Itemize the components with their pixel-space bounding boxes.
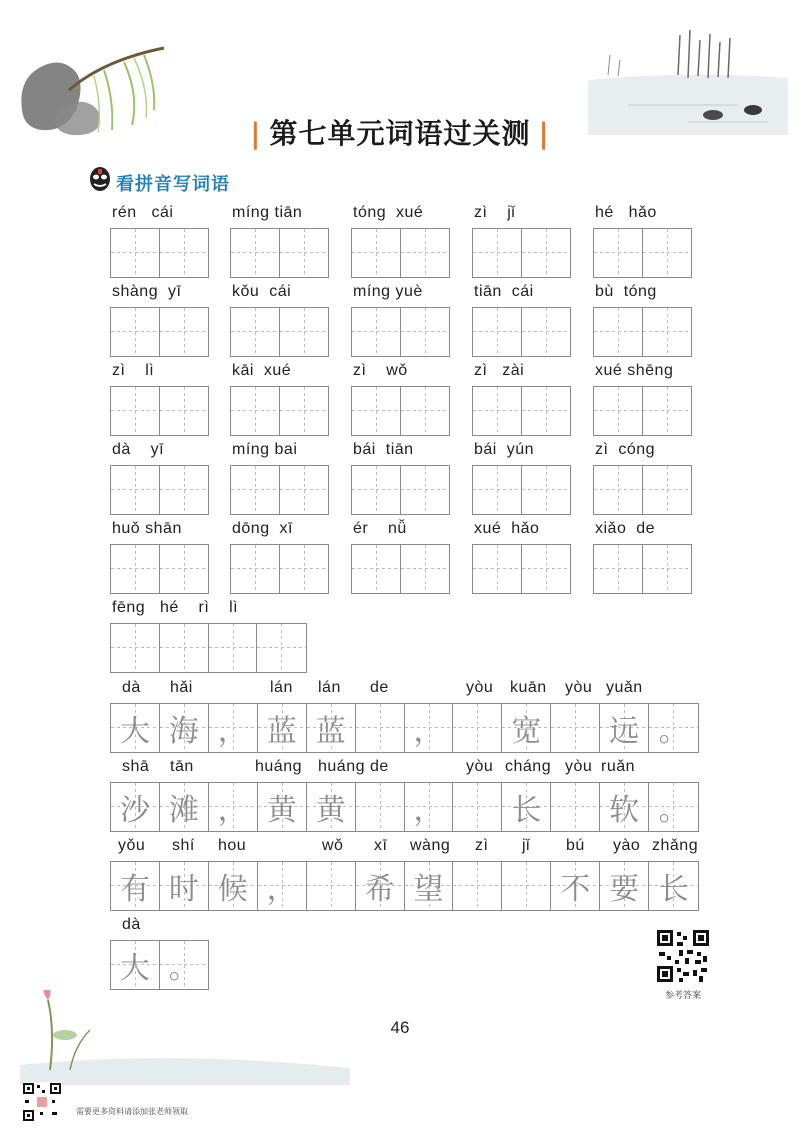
sentence-pinyin: cháng: [505, 758, 552, 775]
word-box[interactable]: [472, 465, 571, 515]
word-box[interactable]: [110, 623, 307, 673]
cell-char: [473, 387, 521, 435]
word-box[interactable]: [472, 544, 571, 594]
cell-char: [551, 704, 599, 752]
writing-cell[interactable]: [649, 862, 698, 910]
writing-cell[interactable]: [258, 783, 307, 831]
cell-char: [280, 466, 329, 514]
cell-char: 望: [413, 872, 444, 907]
sentence-pinyin: de: [370, 679, 389, 696]
writing-cell[interactable]: [352, 466, 401, 514]
pinyin-label: hé hǎo: [595, 204, 657, 221]
word-box[interactable]: [351, 544, 450, 594]
cell-char: [502, 862, 550, 910]
pinyin-label: dà yī: [112, 441, 165, 458]
cell-char: [280, 308, 329, 356]
word-box[interactable]: [593, 307, 692, 357]
cell-char: [643, 229, 692, 277]
title-text: 第七单元词语过关测: [269, 117, 531, 150]
cell-char: 软: [609, 793, 640, 828]
writing-cell[interactable]: [643, 229, 692, 277]
writing-cell[interactable]: [111, 941, 160, 989]
writing-cell[interactable]: [453, 783, 502, 831]
cell-char: [231, 229, 279, 277]
cell-char: [643, 545, 692, 593]
cell-char: [453, 862, 501, 910]
word-box[interactable]: [230, 386, 329, 436]
writing-cell[interactable]: [280, 466, 329, 514]
writing-cell[interactable]: [231, 545, 280, 593]
writing-cell[interactable]: [522, 466, 571, 514]
writing-cell[interactable]: [649, 783, 698, 831]
cell-char: [643, 308, 692, 356]
cell-char: ，: [413, 793, 444, 828]
cell-char: 海: [168, 714, 199, 749]
pinyin-label: zì wǒ: [353, 362, 408, 379]
cell-char: [160, 308, 209, 356]
writing-cell[interactable]: [280, 387, 329, 435]
cell-char: [453, 783, 501, 831]
sentence-pinyin: kuān: [510, 679, 547, 696]
cell-char: [111, 624, 159, 672]
writing-cell[interactable]: [594, 229, 643, 277]
cell-char: 黄: [266, 793, 297, 828]
page-title: [0, 112, 800, 152]
writing-cell[interactable]: [160, 624, 209, 672]
writing-cell[interactable]: [160, 862, 209, 910]
cell-char: [352, 545, 400, 593]
writing-cell[interactable]: [231, 229, 280, 277]
cell-char: 要: [609, 872, 640, 907]
pinyin-label: dōng xī: [232, 520, 293, 537]
writing-cell[interactable]: [160, 387, 209, 435]
writing-cell[interactable]: [594, 387, 643, 435]
cell-char: ，: [266, 872, 297, 907]
cell-char: 希: [364, 872, 395, 907]
sentence-pinyin: yòu: [565, 758, 593, 775]
pinyin-label: kǒu cái: [232, 283, 292, 300]
writing-cell[interactable]: [231, 308, 280, 356]
cell-char: 蓝: [315, 714, 346, 749]
word-box[interactable]: [110, 465, 209, 515]
writing-cell[interactable]: [307, 783, 356, 831]
cell-char: [111, 387, 159, 435]
writing-cell[interactable]: [280, 308, 329, 356]
cell-char: [280, 545, 329, 593]
word-box[interactable]: [472, 228, 571, 278]
pinyin-label: bái yún: [474, 441, 535, 458]
word-box[interactable]: [110, 228, 209, 278]
cell-char: 沙: [119, 793, 150, 828]
cell-char: 不: [560, 872, 591, 907]
sentence-pinyin: yào: [613, 837, 641, 854]
sentence-pinyin: hǎi: [170, 679, 193, 696]
cell-char: [453, 704, 501, 752]
cell-char: [352, 229, 400, 277]
sentence-box[interactable]: [110, 782, 699, 832]
sentence-pinyin: jǐ: [522, 837, 531, 854]
cell-char: [352, 466, 400, 514]
pinyin-label: fēng hé rì lì: [112, 599, 239, 616]
cell-char: [280, 229, 329, 277]
sentence-pinyin: huáng: [255, 758, 302, 775]
cell-char: 长: [658, 872, 689, 907]
cell-char: [257, 624, 306, 672]
writing-cell[interactable]: [111, 308, 160, 356]
word-box[interactable]: [110, 386, 209, 436]
writing-cell[interactable]: [160, 941, 209, 989]
sentence-box[interactable]: [110, 861, 699, 911]
writing-cell[interactable]: [401, 466, 450, 514]
cell-char: [473, 466, 521, 514]
writing-cell[interactable]: [453, 704, 502, 752]
writing-cell[interactable]: [111, 783, 160, 831]
word-box[interactable]: [230, 544, 329, 594]
cell-char: [160, 387, 209, 435]
cell-char: [160, 624, 208, 672]
word-box[interactable]: [351, 228, 450, 278]
cell-char: [231, 308, 279, 356]
writing-cell[interactable]: [405, 862, 454, 910]
cell-char: [594, 229, 642, 277]
cell-char: 时: [168, 872, 199, 907]
writing-cell[interactable]: [522, 308, 571, 356]
writing-cell[interactable]: [649, 704, 698, 752]
writing-cell[interactable]: [258, 704, 307, 752]
cell-char: 滩: [168, 793, 199, 828]
cell-char: [160, 545, 209, 593]
writing-cell[interactable]: [209, 862, 258, 910]
writing-cell[interactable]: [502, 783, 551, 831]
writing-cell[interactable]: [111, 624, 160, 672]
writing-cell[interactable]: [160, 545, 209, 593]
writing-cell[interactable]: [160, 308, 209, 356]
writing-cell[interactable]: [231, 387, 280, 435]
sentence-pinyin: shí: [172, 837, 195, 854]
cell-char: [352, 387, 400, 435]
word-box[interactable]: [351, 307, 450, 357]
pinyin-label: huǒ shān: [112, 520, 182, 537]
word-box[interactable]: [351, 386, 450, 436]
cell-char: [160, 229, 209, 277]
writing-cell[interactable]: [600, 862, 649, 910]
writing-cell[interactable]: [473, 308, 522, 356]
writing-cell[interactable]: [401, 229, 450, 277]
cell-char: [473, 308, 521, 356]
sentence-pinyin: lán: [270, 679, 293, 696]
writing-cell[interactable]: [356, 704, 405, 752]
sentence-pinyin: yòu: [565, 679, 593, 696]
writing-cell[interactable]: [356, 783, 405, 831]
writing-cell[interactable]: [643, 387, 692, 435]
writing-cell[interactable]: [643, 308, 692, 356]
cell-char: ，: [217, 714, 248, 749]
cell-char: [473, 229, 521, 277]
cell-char: [356, 783, 404, 831]
writing-cell[interactable]: [352, 308, 401, 356]
cell-char: [307, 862, 355, 910]
writing-cell[interactable]: [209, 704, 258, 752]
cell-char: 有: [119, 872, 150, 907]
cell-char: [401, 545, 450, 593]
writing-cell[interactable]: [551, 704, 600, 752]
qr-label: 参考答案: [664, 991, 701, 1001]
writing-cell[interactable]: [643, 545, 692, 593]
writing-cell[interactable]: [111, 466, 160, 514]
cell-char: 长: [511, 793, 542, 828]
cell-char: 。: [168, 951, 199, 986]
pinyin-label: míng tiān: [232, 204, 303, 221]
word-box[interactable]: [593, 465, 692, 515]
cell-char: [522, 466, 571, 514]
cell-char: [401, 308, 450, 356]
pinyin-label: zì lì: [112, 362, 155, 379]
cell-char: [231, 387, 279, 435]
writing-cell[interactable]: [111, 229, 160, 277]
sentence-pinyin: lán: [318, 679, 341, 696]
cell-char: 宽: [511, 714, 542, 749]
writing-cell[interactable]: [352, 229, 401, 277]
sentence-pinyin: dà: [122, 916, 141, 933]
writing-cell[interactable]: [405, 783, 454, 831]
cell-char: [594, 308, 642, 356]
cell-char: ，: [413, 714, 444, 749]
sentence-pinyin: tān: [170, 758, 194, 775]
writing-cell[interactable]: [111, 704, 160, 752]
writing-cell[interactable]: [160, 466, 209, 514]
writing-cell[interactable]: [257, 624, 306, 672]
cell-char: [401, 466, 450, 514]
writing-cell[interactable]: [473, 229, 522, 277]
writing-cell[interactable]: [209, 783, 258, 831]
writing-cell[interactable]: [209, 624, 258, 672]
cell-char: [401, 387, 450, 435]
writing-cell[interactable]: [522, 229, 571, 277]
writing-cell[interactable]: [352, 545, 401, 593]
sentence-box[interactable]: [110, 940, 209, 990]
cell-char: [594, 545, 642, 593]
cell-char: [594, 466, 642, 514]
answer-qr-code[interactable]: [655, 928, 711, 984]
writing-cell[interactable]: [473, 545, 522, 593]
sentence-pinyin: hou: [218, 837, 247, 854]
cell-char: [111, 466, 159, 514]
cell-char: [209, 624, 257, 672]
sentence-pinyin: zhǎng: [652, 837, 699, 854]
sentence-pinyin: huáng: [318, 758, 365, 775]
writing-cell[interactable]: [111, 545, 160, 593]
cell-char: [356, 704, 404, 752]
mask-icon: [88, 166, 112, 192]
writing-cell[interactable]: [401, 545, 450, 593]
footer-note: 需要更多资料请添加张老师领取: [76, 1107, 188, 1116]
pinyin-label: xiǎo de: [595, 520, 656, 537]
title-bar-right: |: [538, 117, 550, 150]
cell-char: [522, 229, 571, 277]
writing-cell[interactable]: [473, 387, 522, 435]
writing-cell[interactable]: [453, 862, 502, 910]
writing-cell[interactable]: [258, 862, 307, 910]
cell-char: [280, 387, 329, 435]
writing-cell[interactable]: [502, 862, 551, 910]
pinyin-label: zì cóng: [595, 441, 656, 458]
cell-char: [643, 466, 692, 514]
pinyin-label: tiān cái: [474, 283, 534, 300]
writing-cell[interactable]: [111, 387, 160, 435]
pinyin-label: míng bai: [232, 441, 298, 458]
word-box[interactable]: [351, 465, 450, 515]
cell-char: [231, 466, 279, 514]
pinyin-label: kāi xué: [232, 362, 292, 379]
writing-cell[interactable]: [280, 229, 329, 277]
word-box[interactable]: [110, 307, 209, 357]
cell-char: [522, 387, 571, 435]
sentence-pinyin: ruǎn: [601, 758, 636, 775]
cell-char: [522, 545, 571, 593]
sentence-pinyin: yǒu: [118, 837, 146, 854]
cell-char: [551, 783, 599, 831]
cell-char: 远: [609, 714, 640, 749]
word-box[interactable]: [593, 544, 692, 594]
writing-cell[interactable]: [600, 783, 649, 831]
sentence-pinyin: wàng: [410, 837, 451, 854]
word-box[interactable]: [230, 307, 329, 357]
page-number: 46: [390, 1018, 410, 1037]
pinyin-label: míng yuè: [353, 283, 423, 300]
word-box[interactable]: [230, 465, 329, 515]
pinyin-label: xué hǎo: [474, 520, 540, 537]
writing-cell[interactable]: [522, 387, 571, 435]
cell-char: 黄: [315, 793, 346, 828]
cell-char: 。: [658, 714, 689, 749]
writing-cell[interactable]: [160, 229, 209, 277]
cell-char: 候: [217, 872, 248, 907]
pinyin-label: rén cái: [112, 204, 174, 221]
writing-cell[interactable]: [473, 466, 522, 514]
writing-cell[interactable]: [160, 783, 209, 831]
section-title: 看拼音写词语: [116, 174, 230, 195]
cell-char: [111, 229, 159, 277]
word-box[interactable]: [593, 386, 692, 436]
cell-char: [111, 308, 159, 356]
cell-char: [643, 387, 692, 435]
writing-cell[interactable]: [231, 466, 280, 514]
pinyin-label: shàng yī: [112, 283, 182, 300]
contact-qr-code[interactable]: [22, 1082, 62, 1122]
word-box[interactable]: [593, 228, 692, 278]
sentence-pinyin: xī: [374, 837, 388, 854]
writing-cell[interactable]: [643, 466, 692, 514]
pinyin-label: zì zài: [474, 362, 525, 379]
pinyin-label: xué shēng: [595, 362, 674, 379]
cell-char: [231, 545, 279, 593]
writing-cell[interactable]: [594, 308, 643, 356]
cell-char: [401, 229, 450, 277]
writing-cell[interactable]: [594, 466, 643, 514]
writing-cell[interactable]: [280, 545, 329, 593]
writing-cell[interactable]: [111, 862, 160, 910]
cell-char: 大: [119, 951, 150, 986]
sentence-pinyin: zì: [475, 837, 489, 854]
writing-cell[interactable]: [401, 387, 450, 435]
title-bar-left: |: [250, 117, 262, 150]
writing-cell[interactable]: [307, 704, 356, 752]
word-box[interactable]: [472, 386, 571, 436]
sentence-pinyin: bú: [566, 837, 585, 854]
word-box[interactable]: [230, 228, 329, 278]
writing-cell[interactable]: [551, 862, 600, 910]
sentence-pinyin: wǒ: [322, 837, 344, 854]
sentence-pinyin: yuǎn: [606, 679, 643, 696]
writing-cell[interactable]: [594, 545, 643, 593]
pinyin-label: tóng xué: [353, 204, 424, 221]
cell-char: 大: [119, 714, 150, 749]
cell-char: [522, 308, 571, 356]
writing-cell[interactable]: [401, 308, 450, 356]
writing-cell[interactable]: [160, 704, 209, 752]
sentence-box[interactable]: [110, 703, 699, 753]
writing-cell[interactable]: [307, 862, 356, 910]
pinyin-label: bù tóng: [595, 283, 657, 300]
writing-cell[interactable]: [522, 545, 571, 593]
cell-char: ，: [217, 793, 248, 828]
cell-char: [352, 308, 400, 356]
sentence-pinyin: yòu: [466, 758, 494, 775]
cell-char: 蓝: [266, 714, 297, 749]
word-box[interactable]: [110, 544, 209, 594]
cell-char: [111, 545, 159, 593]
sentence-pinyin: shā: [122, 758, 150, 775]
cell-char: [160, 466, 209, 514]
word-box[interactable]: [472, 307, 571, 357]
pinyin-label: ér nǚ: [353, 520, 407, 537]
sentence-pinyin: de: [370, 758, 389, 775]
pinyin-label: bái tiān: [353, 441, 414, 458]
cell-char: [473, 545, 521, 593]
writing-cell[interactable]: [600, 704, 649, 752]
writing-cell[interactable]: [405, 704, 454, 752]
writing-cell[interactable]: [356, 862, 405, 910]
writing-cell[interactable]: [502, 704, 551, 752]
cell-char: 。: [658, 793, 689, 828]
sentence-pinyin: yòu: [466, 679, 494, 696]
writing-cell[interactable]: [551, 783, 600, 831]
sentence-pinyin: dà: [122, 679, 141, 696]
writing-cell[interactable]: [352, 387, 401, 435]
pinyin-label: zì jǐ: [474, 204, 516, 221]
cell-char: [594, 387, 642, 435]
